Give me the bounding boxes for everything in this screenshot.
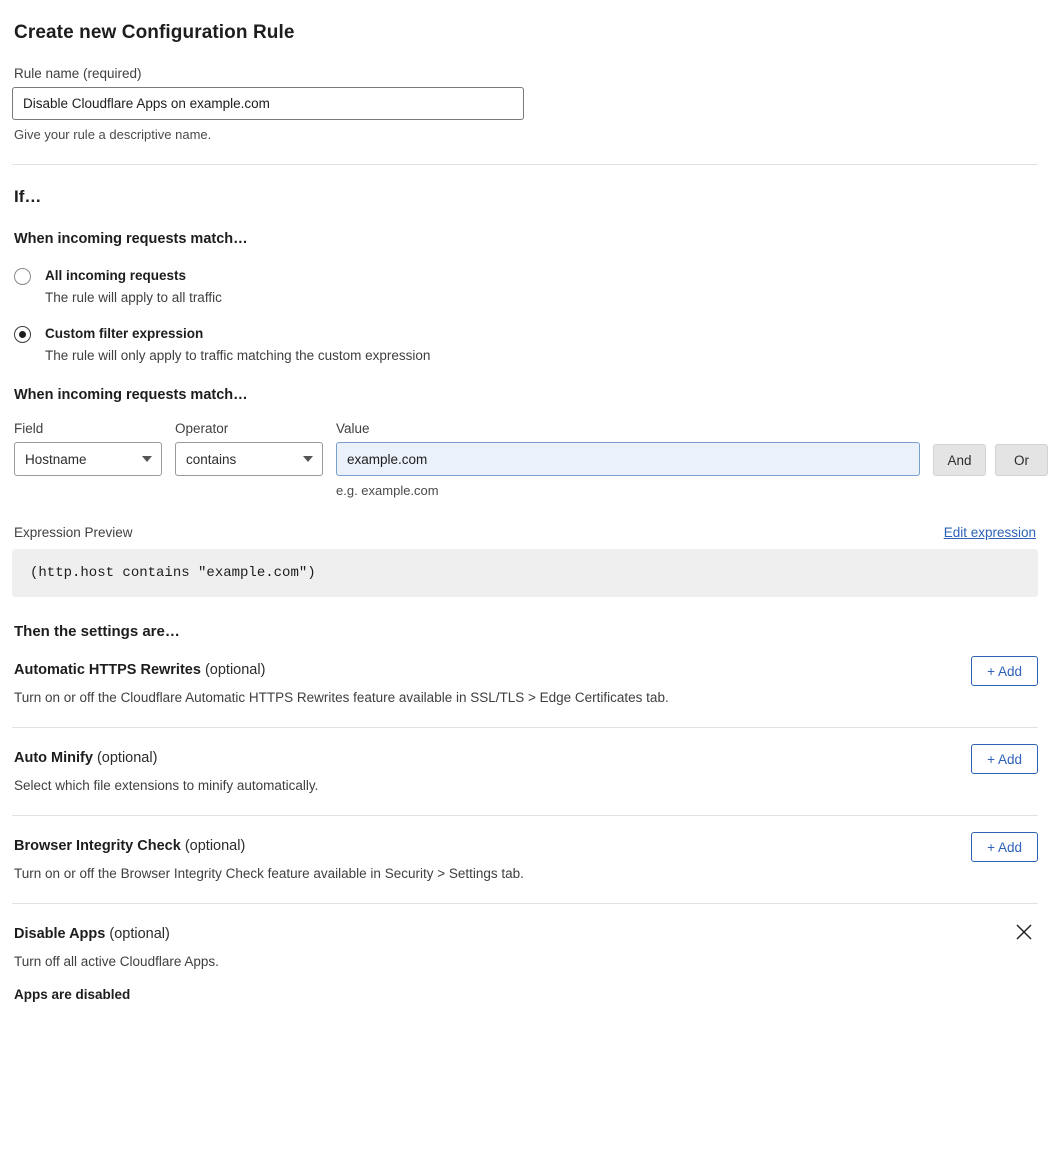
filter-builder-subheading: When incoming requests match… [14,387,248,403]
field-label: Field [14,421,44,436]
setting-auto-minify [12,728,1038,816]
setting-description: Select which file extensions to minify automatically. [14,778,319,793]
value-label: Value [336,421,370,436]
status-apps-disabled: Apps are disabled [14,987,131,1002]
value-helper: e.g. example.com [336,483,439,498]
operator-select[interactable] [175,442,323,476]
rule-name-label: Rule name (required) [14,66,142,81]
rule-name-helper: Give your rule a descriptive name. [14,127,212,142]
or-button[interactable]: Or [995,444,1048,476]
if-heading: If… [14,187,42,206]
add-button-auto-minify[interactable]: + Add [971,744,1038,774]
add-button-automatic-https-rewrites[interactable]: + Add [971,656,1038,686]
setting-description: Turn on or off the Browser Integrity Check feature available in Security > Settings tab. [14,866,524,881]
radio-icon-all-requests[interactable] [14,268,31,285]
radio-option-custom-filter[interactable] [14,325,1038,363]
setting-browser-integrity-check [12,816,1038,904]
setting-automatic-https-rewrites [12,640,1038,728]
setting-optional-tag: (optional) [109,926,170,942]
page-title: Create new Configuration Rule [14,22,295,43]
radio-icon-custom-filter[interactable] [14,326,31,343]
setting-name: Automatic HTTPS Rewrites [14,662,201,678]
radio-option-all-requests[interactable] [14,267,1038,305]
field-select[interactable] [14,442,162,476]
filter-builder-row [14,421,1038,498]
operator-select-value: contains [186,451,237,467]
value-column [336,421,920,498]
setting-disable-apps [12,904,1038,1024]
chevron-down-icon [142,456,152,462]
divider-top [12,164,1038,165]
radio-label-custom-filter: Custom filter expression [45,326,204,341]
setting-optional-tag: (optional) [184,838,246,854]
logic-buttons [933,444,1048,476]
operator-column [175,421,323,476]
add-button-browser-integrity-check[interactable]: + Add [971,832,1038,862]
setting-name: Browser Integrity Check [14,838,181,854]
setting-optional-tag: (optional) [96,750,158,766]
setting-description: Turn on or off the Cloudflare Automatic HTTPS Rewrites feature available in SSL/TLS > Edge Certificates tab. [14,690,669,705]
setting-name: Auto Minify [14,750,93,766]
match-subheading: When incoming requests match… [14,231,248,247]
close-icon[interactable] [1014,922,1034,942]
field-column [14,421,162,476]
setting-optional-tag: (optional) [204,662,266,678]
expression-preview-header [14,525,1036,540]
field-select-value: Hostname [25,451,87,467]
rule-name-input[interactable] [12,87,524,120]
operator-label: Operator [175,421,229,436]
setting-description: Turn off all active Cloudflare Apps. [14,954,219,969]
radio-label-all-requests: All incoming requests [45,268,187,283]
radio-desc-custom-filter: The rule will only apply to traffic matching the custom expression [45,348,431,363]
setting-name: Disable Apps [14,926,106,942]
radio-desc-all-requests: The rule will apply to all traffic [45,290,222,305]
value-input[interactable] [336,442,920,476]
and-button[interactable]: And [933,444,986,476]
chevron-down-icon [303,456,313,462]
expression-preview-box: (http.host contains "example.com") [12,549,1038,597]
edit-expression-link[interactable]: Edit expression [943,525,1036,540]
expression-preview-label: Expression Preview [14,525,133,540]
then-heading: Then the settings are… [14,623,180,640]
